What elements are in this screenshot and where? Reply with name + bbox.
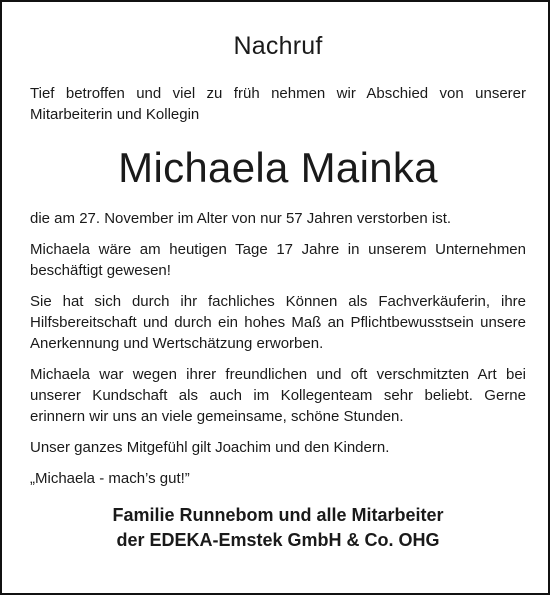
notice-heading: Nachruf bbox=[233, 32, 323, 60]
signature-line-company: der EDEKA-Emstek GmbH & Co. OHG bbox=[116, 530, 440, 550]
signature-line-family: Familie Runnebom und alle Mitarbeiter bbox=[112, 505, 444, 525]
intro-text: Tief betroffen und viel zu früh nehmen wir Abschied von unserer Mitarbeiterin und Kollegin bbox=[30, 85, 526, 123]
paragraph-condolences: Unser ganzes Mitgefühl gilt Joachim und den Kindern. bbox=[30, 439, 390, 456]
signature-block bbox=[30, 503, 526, 553]
notice-body bbox=[30, 208, 526, 489]
paragraph-merits: Sie hat sich durch ihr fachliches Können als Fachverkäuferin, ihre Hilfsbereitschaft und durch ein hohes Maß an Pflichtbewusstsein unsere Anerkennung und Wertschätzung erworben. bbox=[30, 293, 526, 352]
paragraph-memories: Michaela war wegen ihrer freundlichen und oft verschmitzten Art bei unserer Kundschaft als auch im Kollegenteam sehr beliebt. Gerne erinnern wir uns an viele gemeinsame, schöne Stunden. bbox=[30, 366, 526, 425]
paragraph-anniversary: Michaela wäre am heutigen Tage 17 Jahre in unserem Unternehmen beschäftigt gewesen! bbox=[30, 241, 526, 279]
deceased-name: Michaela Mainka bbox=[118, 144, 438, 191]
paragraph-farewell-quote: „Michaela - mach’s gut!” bbox=[30, 470, 190, 487]
paragraph-death-date: die am 27. November im Alter von nur 57 Jahren verstorben ist. bbox=[30, 210, 452, 227]
